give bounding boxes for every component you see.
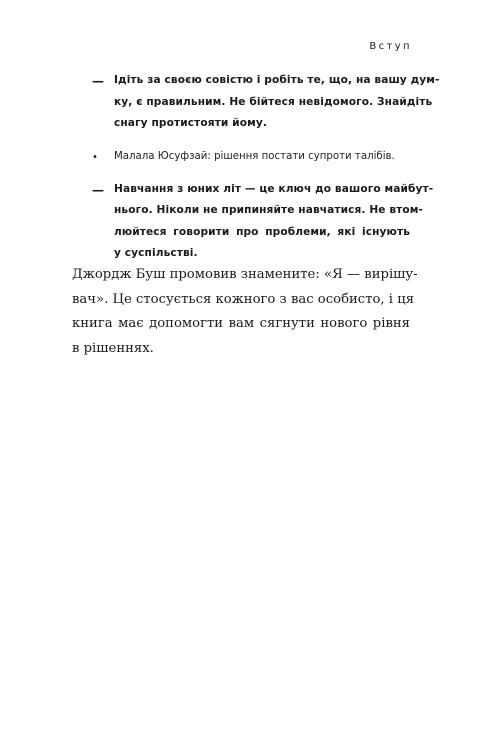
quote-item-1 [92, 70, 440, 135]
quote-line: Ідіть за своєю совістю і робіть те, що, на вашу дум- [114, 74, 440, 86]
quote-line: нього. Ніколи не припиняйте навчатися. Не втом- [114, 204, 424, 216]
quote-text [114, 70, 440, 135]
attribution-text: Малала Юсуфзай: рішення постати супроти талібів. [114, 150, 395, 162]
quote-line: Навчання з юних літ — це ключ до вашого майбут- [114, 182, 434, 195]
paragraph-line: вач». Це стосується кожного з вас особисто, і ця [72, 291, 415, 307]
quote-item-2 [92, 179, 434, 265]
quote-line: люйтеся говорити про проблеми, які існують [114, 225, 410, 238]
paragraph-line: в рішеннях. [72, 340, 154, 356]
paragraph-line: Джордж Буш промовив знамените: «Я — вирішу- [72, 267, 418, 282]
body-paragraph [72, 263, 418, 361]
paragraph-line: книга має допомогти вам сягнути нового рівня [72, 316, 410, 331]
bullet-marker: • [92, 151, 98, 163]
quote-text [114, 179, 434, 265]
quote-line: у суспільстві. [114, 247, 198, 259]
quote-line: ку, є правильним. Не бійтеся невідомого. Знайдіть [114, 95, 433, 108]
dash-marker: — [92, 182, 104, 197]
running-head: Вступ [369, 41, 412, 52]
quote-line: снагу протистояти йому. [114, 117, 267, 129]
attribution-item [92, 147, 410, 167]
dash-marker: — [92, 74, 104, 88]
quote-list [92, 70, 440, 277]
